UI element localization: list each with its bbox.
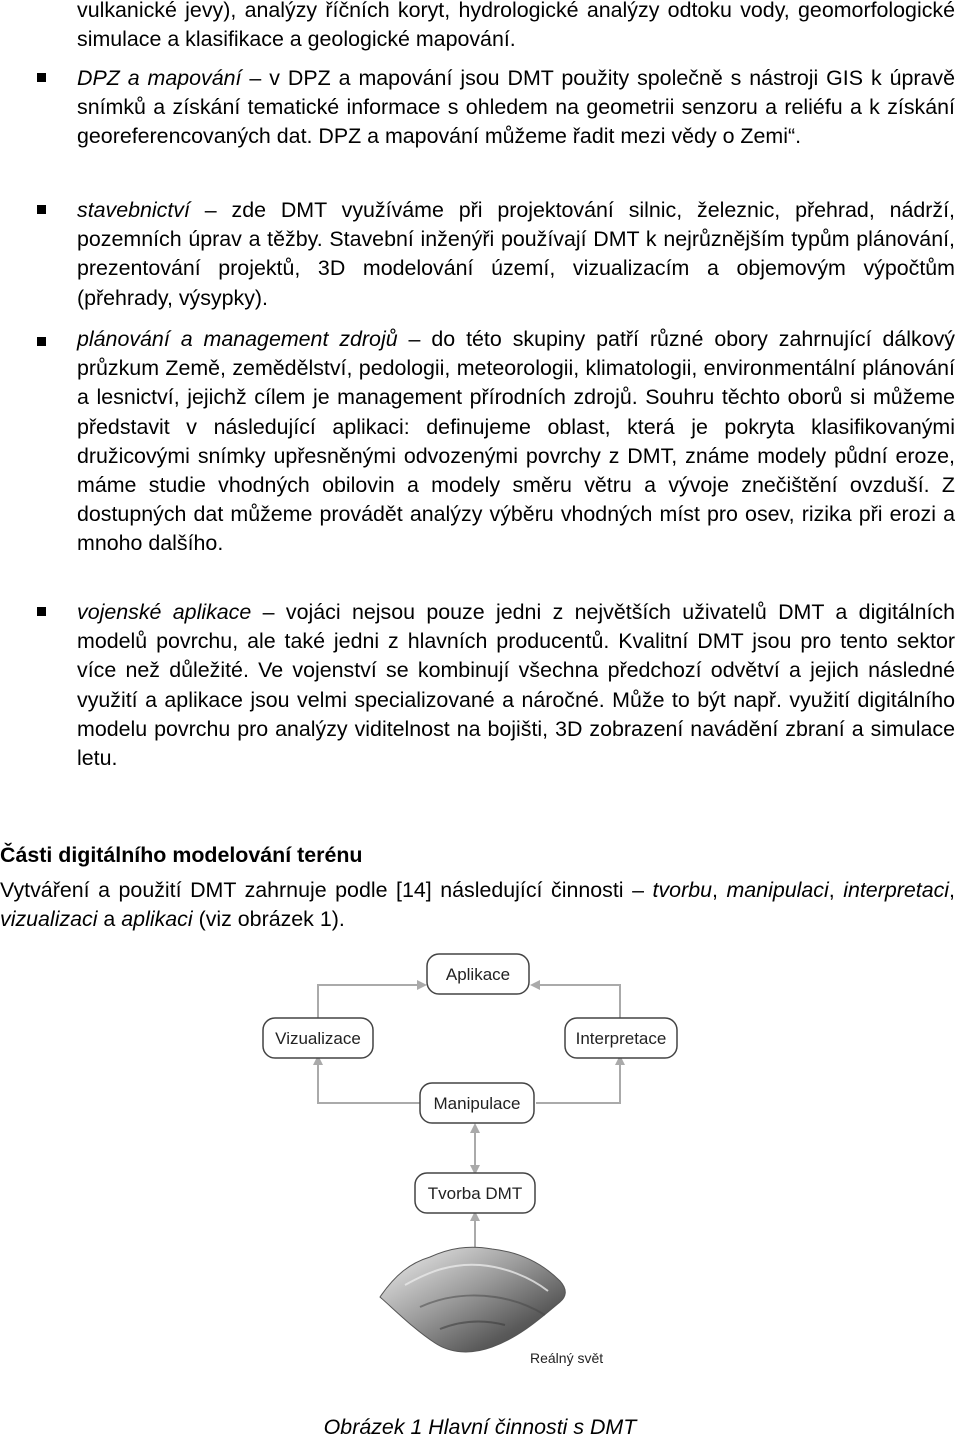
box-label: Vizualizace <box>275 1029 361 1048</box>
bullet-square-icon <box>37 607 46 616</box>
bullet-vojenske <box>77 598 955 773</box>
box-interpretace <box>565 1018 677 1058</box>
box-label: Tvorba DMT <box>427 1184 523 1203</box>
bullet-term: DPZ a mapování <box>77 66 242 90</box>
dmt-activities-diagram <box>230 945 730 1375</box>
box-manipulace <box>420 1083 534 1123</box>
figure-caption: Obrázek 1 Hlavní činnosti s DMT <box>323 1415 637 1439</box>
intro-paragraph <box>0 876 955 934</box>
realny-svet-label: Reálný svět <box>530 1350 604 1366</box>
intro-term: aplikaci <box>121 907 193 932</box>
bullet-text: – zde DMT využíváme při projektování silnic, železnic, přehrad, nádrží, pozemních úprav a těžby. Stavební inženýři používají DMT k nejrůznějším typům plánování, prezentování projektů, 3D modelování území, vizualizacím a objemovým výpočtům (přehrady, výsypky). <box>77 198 955 310</box>
bullet-term: vojenské aplikace <box>77 600 252 624</box>
intro-text: Vytváření a použití DMT zahrnuje podle [14] následující činnosti – <box>0 878 653 902</box>
bullet-stavebnictvi <box>77 196 955 313</box>
top-paragraph: vulkanické jevy), analýzy říčních koryt, hydrologické analýzy odtoku vody, geomorfologické simulace a klasifikace a geologické mapování. <box>77 0 955 52</box>
bullet-square-icon <box>37 205 46 214</box>
box-label: Manipulace <box>433 1094 521 1113</box>
intro-term: vizualizaci <box>0 907 98 932</box>
bullet-text: – vojáci nejsou pouze jedni z největších uživatelů DMT a digitálních modelů povrchu, ale také jedni z hlavních producentů. Kvalitní DMT jsou pro tento sektor více než důležité. Ve vojenství se kombinují všechna předchozí odvětví a jejich následné využití a aplikace jsou velmi specializované a náročné. Může to být např. využití digitálního modelu povrchu pro analýzy viditelnost na bojišti, 3D zobrazení navádění zbraní a simulace letu. <box>77 600 955 771</box>
section-heading: Části digitálního modelování terénu <box>0 843 363 867</box>
box-label: Aplikace <box>445 965 511 984</box>
box-vizualizace <box>263 1018 373 1058</box>
box-tvorba-dmt <box>415 1173 535 1213</box>
bullet-square-icon <box>37 73 46 82</box>
arrow-manipulace-interpretace <box>536 1057 620 1103</box>
box-aplikace <box>427 954 529 994</box>
bullet-text: – do této skupiny patří různé obory zahrnující dálkový průzkum Země, zemědělství, pedologii, meteorologii, klimatologii, environmentální plánování a lesnictví, jejichž cílem je management přírodních zdrojů. Souhru těchto oborů si můžeme představit v následující aplikaci: definujeme oblast, která je pokryta klasifikovanými družicovými snímky upřesněnými odvozenými povrchy z DMT, známe modely půdní eroze, máme studie vhodných obilovin a modely směru větru a vývoje znečištění ovzduší. Z dostupných dat můžeme provádět analýzy výběru vhodných míst pro osev, rizika při erozi a mnoho dalšího. <box>77 327 955 556</box>
box-label: Interpretace <box>575 1029 667 1048</box>
bullet-term: plánování a management zdrojů <box>77 327 398 351</box>
bullet-term: stavebnictví <box>77 198 190 222</box>
intro-term: manipulaci <box>726 878 829 902</box>
terrain-surface-image <box>380 1247 565 1352</box>
bullet-text: – v DPZ a mapování jsou DMT použity společně s nástroji GIS k úpravě snímků a získání tematické informace s ohledem na geometrii senzoru a reliéfu a k získání georeferencovaných dat. DPZ a mapování můžeme řadit mezi vědy o Zemi“. <box>77 66 955 149</box>
intro-sep: , <box>828 878 844 902</box>
intro-term: interpretaci <box>843 878 950 902</box>
intro-text: (viz obrázek 1). <box>192 907 345 932</box>
intro-term: tvorbu <box>652 878 712 902</box>
bullet-planovani <box>77 325 955 559</box>
bullet-square-icon <box>37 337 46 346</box>
arrow-interpretace-aplikace <box>532 985 620 1018</box>
arrow-manipulace-vizualizace <box>318 1057 420 1103</box>
arrow-vizualizace-aplikace <box>318 985 425 1018</box>
intro-sep: a <box>97 907 122 932</box>
bullet-dpz <box>77 64 955 152</box>
intro-sep: , <box>949 878 955 902</box>
intro-sep: , <box>711 878 727 902</box>
